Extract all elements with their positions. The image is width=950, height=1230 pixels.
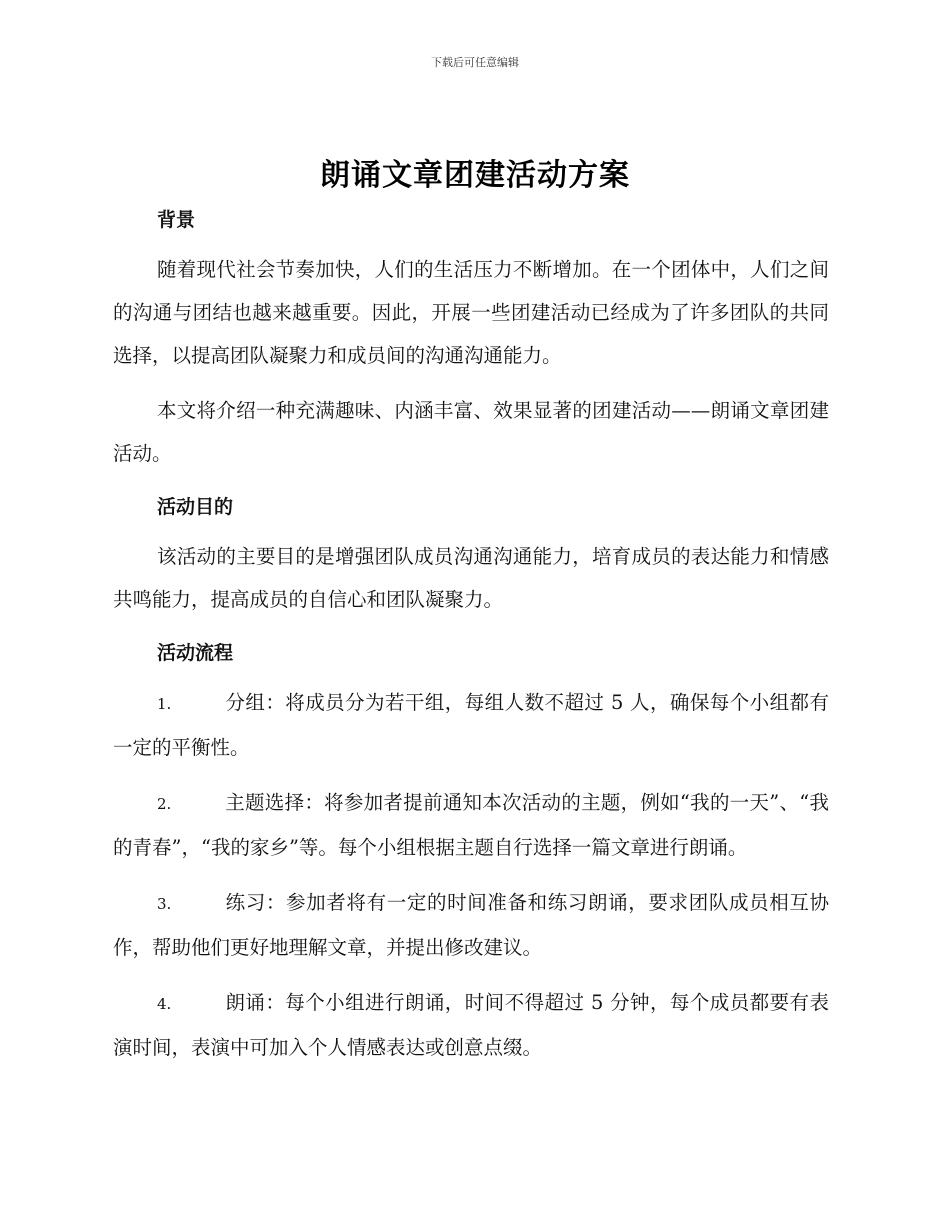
section-heading-purpose: 活动目的 (157, 496, 234, 518)
list-number: 2. (157, 795, 172, 813)
section-heading-process: 活动流程 (157, 642, 234, 664)
paragraph: 随着现代社会节奏加快，人们的生活压力不断增加。在一个团体中，人们之间的沟通与团结也越来越重要。因此，开展一些团建活动已经成为了许多团队的共同选择，以提高团队凝聚力和成员间的沟通沟通能力。 (113, 258, 829, 367)
list-text: 练习：参加者将有一定的时间准备和练习朗诵，要求团队成员相互协作，帮助他们更好地理解文章，并提出修改建议。 (113, 891, 829, 959)
header-note: 下载后可任意编辑 (431, 56, 519, 69)
list-number: 1. (157, 695, 172, 713)
document-body (113, 200, 829, 1069)
list-text: 朗诵：每个小组进行朗诵，时间不得超过 5 分钟，每个成员都要有表演时间，表演中可加入个人情感表达或创意点缀。 (113, 991, 829, 1059)
list-text: 主题选择：将参加者提前通知本次活动的主题，例如“我的一天”、“我的青春”，“我的家乡”等。每个小组根据主题自行选择一篇文章进行朗诵。 (113, 791, 829, 859)
paragraph: 该活动的主要目的是增强团队成员沟通沟通能力，培育成员的表达能力和情感共鸣能力，提高成员的自信心和团队凝聚力。 (113, 545, 829, 611)
section-heading-background: 背景 (157, 209, 196, 231)
list-item (113, 881, 829, 969)
document-title: 朗诵文章团建活动方案 (320, 158, 630, 193)
list-number: 3. (157, 895, 172, 913)
list-item (113, 781, 829, 869)
paragraph: 本文将介绍一种充满趣味、内涵丰富、效果显著的团建活动——朗诵文章团建活动。 (113, 399, 829, 465)
list-item (113, 981, 829, 1069)
list-text: 分组：将成员分为若干组，每组人数不超过 5 人，确保每个小组都有一定的平衡性。 (113, 691, 829, 759)
list-item (113, 681, 829, 769)
list-number: 4. (157, 995, 172, 1013)
